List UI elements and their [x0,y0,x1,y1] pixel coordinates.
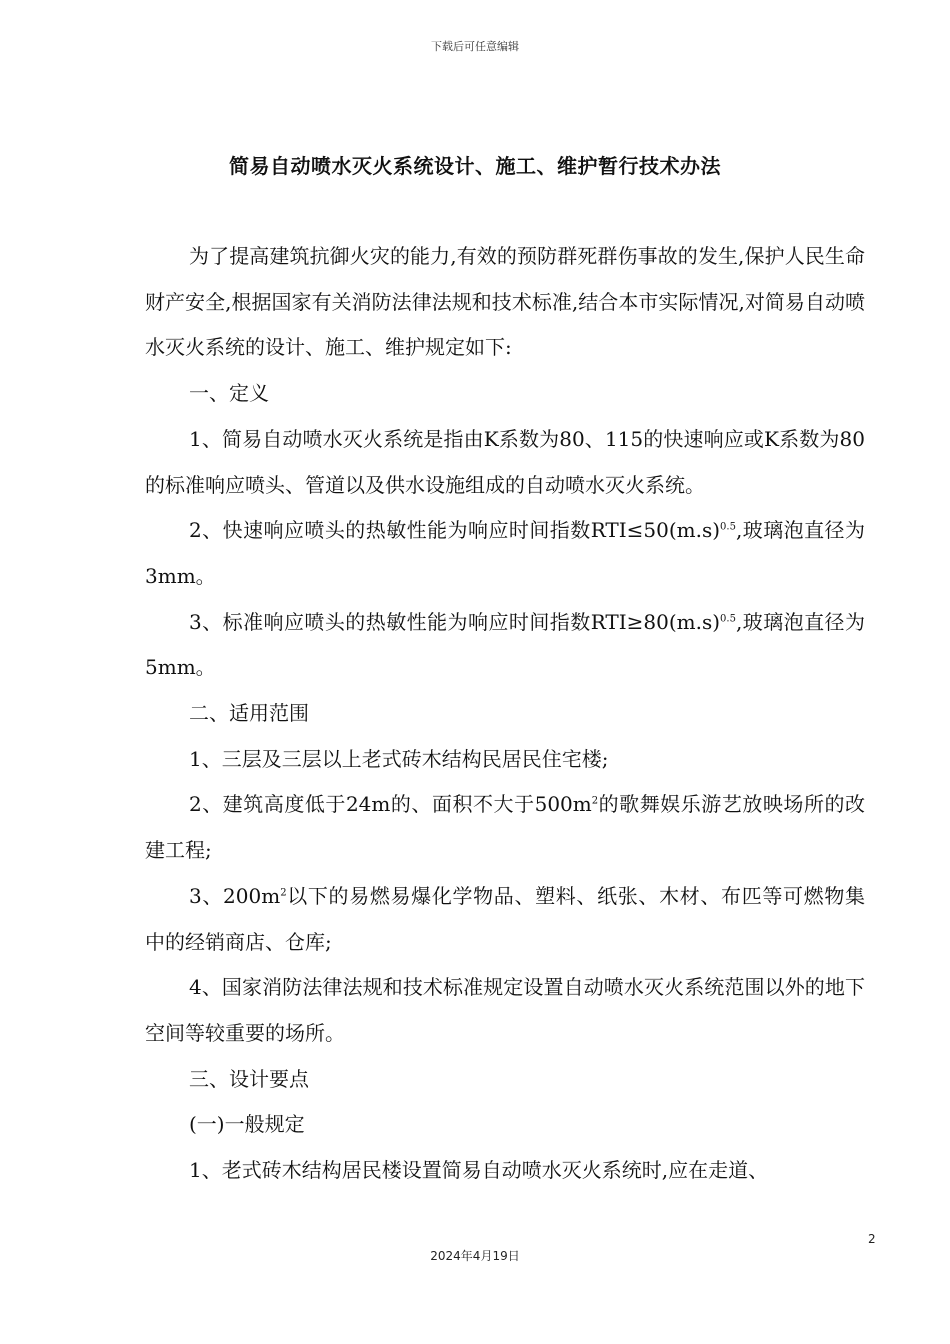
section2-item2-text-end: 的歌舞娱乐游艺放映场所的改建工程; [145,792,866,863]
intro-paragraph: 为了提高建筑抗御火灾的能力,有效的预防群死群伤事故的发生,保护人民生命财产安全,根据国家有关消防法律法规和技术标准,结合本市实际情况,对简易自动喷水灭火系统的设计、施工、维护规定如下: [145,244,865,360]
section2-item3-text-end: 以下的易燃易爆化学物品、塑料、纸张、木材、布匹等可燃物集中的经销商店、仓库; [145,883,865,954]
section3-heading: 三、设计要点 [189,1066,309,1091]
section1-item2 [145,508,865,599]
footer-date: 2024年4月19日 [430,1249,520,1263]
section1-item2-superscript: 0.5 [720,521,736,533]
page-number: 2 [868,1232,876,1246]
section3-sub1-item1: 1、老式砖木结构居民楼设置简易自动喷水灭火系统时,应在走道、 [189,1158,769,1183]
section2-item3 [145,874,865,965]
section1-heading: 一、定义 [189,381,269,406]
document-title: 简易自动喷水灭火系统设计、施工、维护暂行技术办法 [229,154,721,178]
section2-item2 [145,782,865,873]
section2-item3-text: 3、200m [189,883,281,908]
section1-item3-text: 3、标准响应喷头的热敏性能为响应时间指数RTI≥80(m.s) [189,609,721,634]
section1-item2-text: 2、快速响应喷头的热敏性能为响应时间指数RTI≤50(m.s) [189,518,721,543]
section2-item4: 4、国家消防法律法规和技术标准规定设置自动喷水灭火系统范围以外的地下空间等较重要的场所。 [145,975,865,1045]
section2-item3-superscript: 2 [280,887,287,899]
document-body [145,234,865,1194]
section2-item1: 1、三层及三层以上老式砖木结构民居民住宅楼; [189,746,609,771]
section1-item3-superscript: 0.5 [720,612,736,624]
section1-item2-text-end: ,玻璃泡直径为3mm。 [145,518,866,588]
section2-item2-superscript: 2 [591,795,599,807]
section3-sub1-heading: (一)一般规定 [189,1112,305,1137]
section1-item3 [145,600,865,691]
section1-item1: 1、简易自动喷水灭火系统是指由K系数为80、115的快速响应或K系数为80的标准响应喷头、管道以及供水设施组成的自动喷水灭火系统。 [145,426,865,497]
header-note: 下载后可任意编辑 [431,40,519,53]
section2-item2-text: 2、建筑高度低于24m的、面积不大于500m [189,792,592,817]
section1-item3-text-end: ,玻璃泡直径为5mm。 [145,609,866,680]
section2-heading: 二、适用范围 [189,701,309,726]
